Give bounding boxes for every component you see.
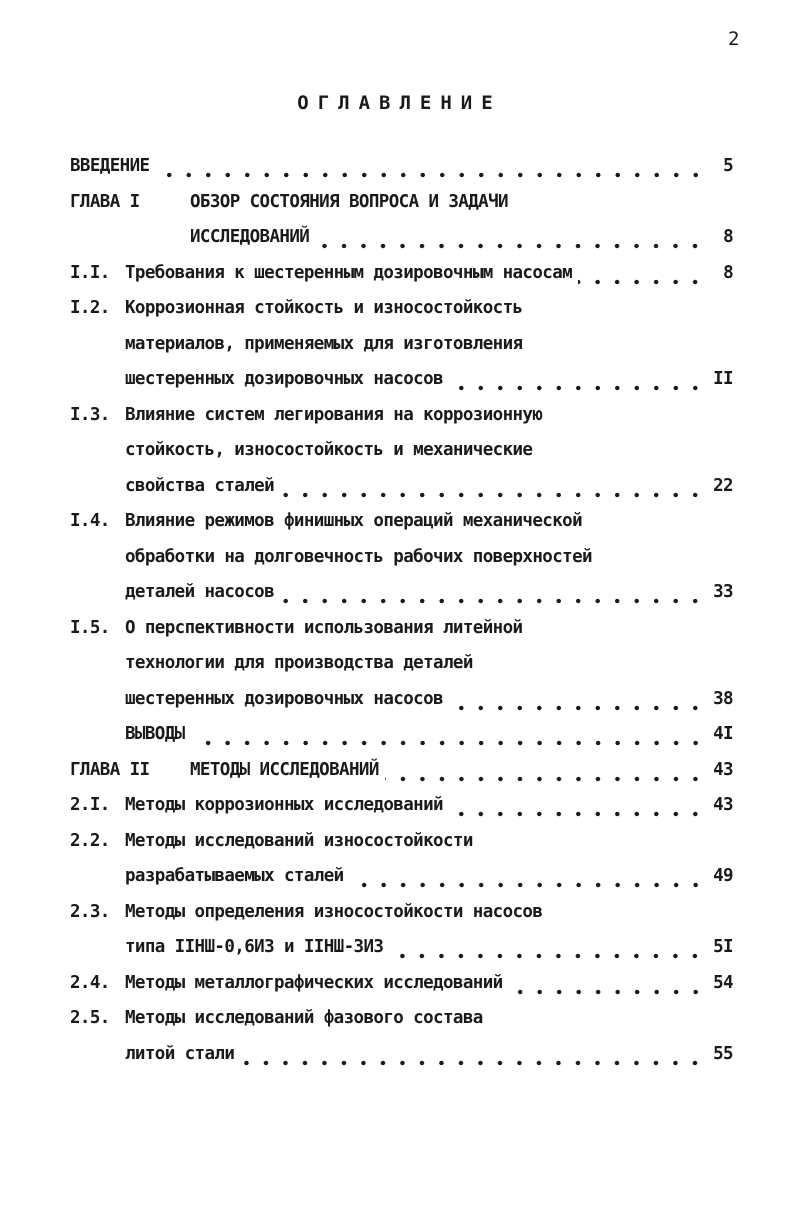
toc-entry-title: деталей насосов bbox=[125, 582, 275, 602]
toc-entry-page: 49 bbox=[713, 866, 733, 886]
dot-leader bbox=[389, 953, 705, 959]
toc-entry-title: МЕТОДЫ ИССЛЕДОВАНИЙ bbox=[190, 759, 379, 780]
toc-entry bbox=[70, 795, 733, 825]
toc-entry bbox=[70, 1008, 733, 1038]
toc-entry bbox=[70, 511, 733, 541]
toc-entry-number: I.4. bbox=[70, 511, 110, 531]
toc-entry-title: ИССЛЕДОВАНИЙ bbox=[190, 227, 310, 247]
toc-entry-title: стойкость, износостойкость и механические bbox=[125, 440, 533, 460]
toc-entry-page: 5I bbox=[713, 937, 733, 957]
toc-entry-number: ГЛАВА I bbox=[70, 191, 140, 212]
toc-entry bbox=[70, 369, 733, 399]
toc-entry-number: 2.2. bbox=[70, 830, 110, 851]
toc-entry-page: 55 bbox=[713, 1043, 733, 1064]
toc-entry bbox=[70, 760, 733, 790]
toc-entry-title: ВВЕДЕНИЕ bbox=[70, 156, 150, 176]
dot-leader bbox=[280, 598, 705, 604]
dot-leader bbox=[578, 279, 705, 285]
toc-entry-title: Методы исследований износостойкости bbox=[125, 830, 473, 851]
toc-entry bbox=[70, 547, 733, 577]
toc-entry-title: О перспективности использования литейной bbox=[125, 617, 523, 638]
toc-entry-page: 5 bbox=[723, 156, 733, 176]
toc-entry-number: I.5. bbox=[70, 617, 110, 638]
toc-entry-number: ГЛАВА II bbox=[70, 759, 150, 780]
toc-entry-title: разрабатываемых сталей bbox=[125, 866, 344, 886]
toc-entry bbox=[70, 866, 733, 896]
toc-entry bbox=[70, 334, 733, 364]
dot-leader bbox=[280, 492, 705, 498]
dot-leader bbox=[315, 243, 705, 249]
toc-entry-page: 4I bbox=[713, 724, 733, 744]
toc-entry-title: Методы металлографических исследований bbox=[125, 972, 503, 993]
page-number: 2 bbox=[728, 28, 740, 50]
dot-leader bbox=[449, 811, 705, 817]
toc-entry-number: 2.5. bbox=[70, 1008, 110, 1028]
toc-entry-title: Влияние систем легирования на коррозионную bbox=[125, 404, 543, 425]
toc-entry-number: I.3. bbox=[70, 404, 110, 425]
dot-leader bbox=[449, 705, 705, 711]
dot-leader bbox=[385, 776, 705, 782]
toc-entry bbox=[70, 1044, 733, 1074]
toc-entry bbox=[70, 192, 733, 222]
dot-leader bbox=[156, 172, 706, 178]
toc-entry bbox=[70, 440, 733, 470]
toc-entry-page: 33 bbox=[713, 582, 733, 602]
toc-entry bbox=[70, 653, 733, 683]
toc-entry-page: 43 bbox=[713, 795, 733, 815]
toc-entry-title: Требования к шестеренным дозировочным насосам bbox=[125, 262, 573, 283]
toc-entry bbox=[70, 263, 733, 293]
toc-entry-title: Методы коррозионных исследований bbox=[125, 795, 443, 815]
toc-entry bbox=[70, 689, 733, 719]
page-title: ОГЛАВЛЕНИЕ bbox=[297, 92, 502, 114]
toc-entry bbox=[70, 156, 733, 186]
toc-entry-page: 8 bbox=[723, 262, 733, 283]
toc-entry-title: свойства сталей bbox=[125, 475, 275, 496]
dot-leader bbox=[350, 882, 705, 888]
toc-entry-number: I.I. bbox=[70, 262, 110, 283]
toc-entry-number: 2.4. bbox=[70, 972, 110, 993]
toc-entry-number: 2.I. bbox=[70, 795, 110, 815]
toc-entry-page: II bbox=[713, 369, 733, 389]
toc-entry bbox=[70, 227, 733, 257]
toc-entry bbox=[70, 582, 733, 612]
toc-entry bbox=[70, 724, 733, 754]
toc-entry bbox=[70, 298, 733, 328]
toc-entry-number: I.2. bbox=[70, 298, 110, 318]
dot-leader bbox=[509, 989, 705, 995]
dot-leader bbox=[240, 1060, 705, 1066]
toc-entry bbox=[70, 831, 733, 861]
toc-entry bbox=[70, 973, 733, 1003]
toc-entry-title: технологии для производства деталей bbox=[125, 653, 473, 673]
toc-entry bbox=[70, 476, 733, 506]
toc-entry-title: ВЫВОДЫ bbox=[125, 724, 185, 744]
toc-entry-title: ОБЗОР СОСТОЯНИЯ ВОПРОСА И ЗАДАЧИ bbox=[190, 191, 508, 212]
toc-entry-title: Коррозионная стойкость и износостойкость bbox=[125, 298, 523, 318]
toc-entry-title: шестеренных дозировочных насосов bbox=[125, 369, 443, 389]
toc-entry-title: обработки на долговечность рабочих поверхностей bbox=[125, 546, 592, 567]
toc-entry bbox=[70, 618, 733, 648]
toc-entry bbox=[70, 937, 733, 967]
toc-entry-page: 22 bbox=[713, 475, 733, 496]
toc-entry-page: 43 bbox=[713, 759, 733, 780]
toc-entry-title: Влияние режимов финишных операций механической bbox=[125, 511, 583, 531]
toc-entry bbox=[70, 405, 733, 435]
toc-entry-number: 2.3. bbox=[70, 901, 110, 922]
toc-entry-title: литой стали bbox=[125, 1043, 235, 1064]
toc-entry-page: 38 bbox=[713, 688, 733, 709]
toc-entry-title: шестеренных дозировочных насосов bbox=[125, 688, 443, 709]
dot-leader bbox=[191, 740, 705, 746]
toc-entry bbox=[70, 902, 733, 932]
toc-entry-title: материалов, применяемых для изготовления bbox=[125, 333, 523, 354]
dot-leader bbox=[449, 385, 705, 391]
toc-entry-title: типа IIНШ-0,6ИЗ и IIНШ-3ИЗ bbox=[125, 937, 384, 957]
toc-entry-page: 8 bbox=[723, 227, 733, 247]
toc-entry-title: Методы определения износостойкости насосов bbox=[125, 901, 543, 922]
toc-entry-page: 54 bbox=[713, 972, 733, 993]
toc-entry-title: Методы исследований фазового состава bbox=[125, 1008, 483, 1028]
